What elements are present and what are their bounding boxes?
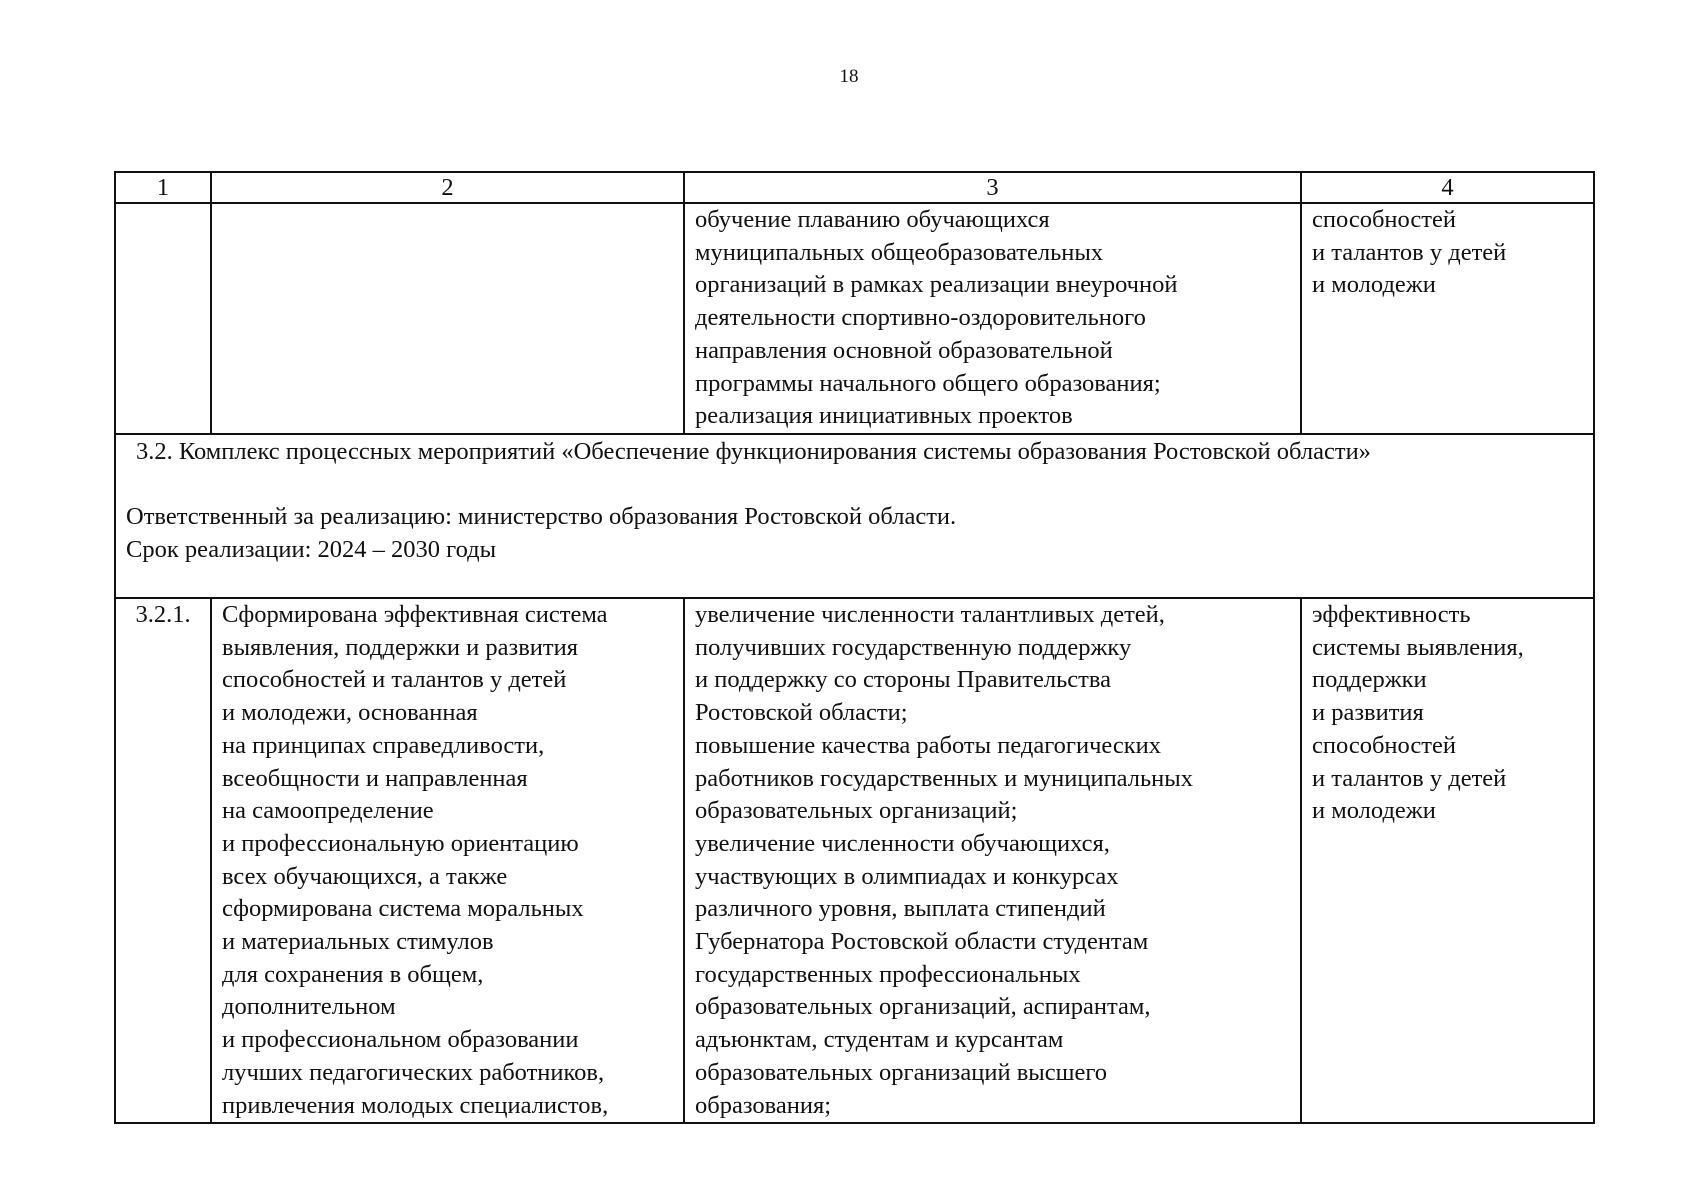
section-cell [115,434,1594,598]
cont-cell-effects: обучение плаванию обучающихся муниципальных общеобразовательных организаций в рамках реализации внеурочной деятельности спортивно-оздоровительного направления основной образовательной программы начального общего образования; реализация инициативных проектов [684,203,1301,434]
table-row-continuation [115,203,1594,434]
cont-cell-number [115,203,211,434]
effects-cell: увеличение численности талантливых детей, получивших государственную поддержку и поддержку со стороны Правительства Ростовской области; повышение качества работы педагогических работников государственных и муниципальных образовательных организаций; увеличение численности обучающихся, участвующих в олимпиадах и конкурсах различного уровня, выплата стипендий Губернатора Ростовской области студентам государственных профессиональных образовательных организаций, аспирантам, адъюнктам, студентам и курсантам образовательных организаций высшего образования; [684,598,1301,1123]
section-row [115,434,1594,598]
column-number-3: 3 [684,172,1301,203]
column-number-2: 2 [211,172,684,203]
table-header-row [115,172,1594,203]
column-number-4: 4 [1301,172,1594,203]
row-number-cell: 3.2.1. [115,598,211,1123]
page-number: 18 [839,66,859,87]
section-responsible: Ответственный за реализацию: министерство образования Ростовской области. [126,503,957,530]
cont-cell-indicator: способностей и талантов у детей и молодежи [1301,203,1594,434]
section-spacer [126,468,1583,500]
section-title: 3.2. Комплекс процессных мероприятий «Обеспечение функционирования системы образования Ростовской области» [136,438,1371,465]
table-row-3-2-1 [115,598,1594,1123]
section-term: Срок реализации: 2024 – 2030 годы [126,536,497,563]
column-number-1: 1 [115,172,211,203]
cont-cell-task [211,203,684,434]
measures-table [114,171,1595,1124]
indicator-cell: эффективность системы выявления, поддержки и развития способностей и талантов у детей и молодежи [1301,598,1594,1123]
task-cell: Сформирована эффективная система выявления, поддержки и развития способностей и талантов у детей и молодежи, основанная на принципах справедливости, всеобщности и направленная на самоопределение и профессиональную ориентацию всех обучающихся, а также сформирована система моральных и материальных стимулов для сохранения в общем, дополнительном и профессиональном образовании лучших педагогических работников, привлечения молодых специалистов, [211,598,684,1123]
